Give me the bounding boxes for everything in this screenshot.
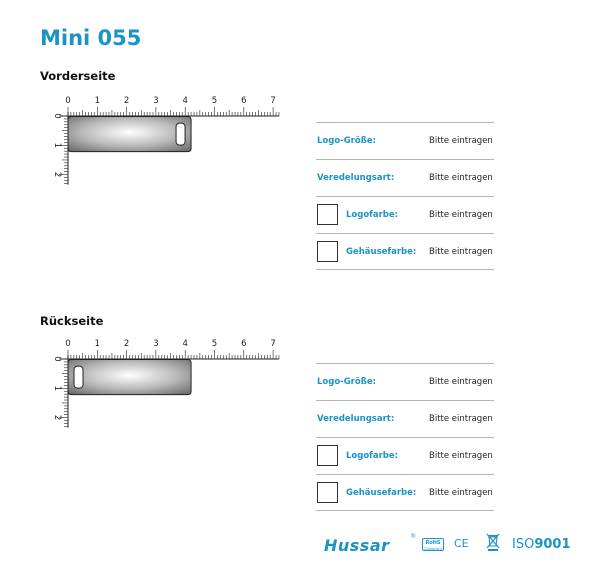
front-x-tick-label: 7 xyxy=(270,96,276,106)
back-row-4 xyxy=(316,474,494,511)
iso-9001-mark xyxy=(512,537,571,552)
back-checkbox-4[interactable] xyxy=(317,482,338,503)
front-row-2 xyxy=(316,159,494,196)
front-row-3 xyxy=(316,196,494,233)
back-ruler-diagram xyxy=(30,333,290,443)
back-field-value[interactable]: Bitte eintragen xyxy=(429,451,493,461)
front-row-4 xyxy=(316,233,494,270)
front-y-tick-label: 0 xyxy=(52,113,62,119)
ce-mark: CE xyxy=(454,537,469,550)
back-row-1 xyxy=(316,363,494,400)
front-x-tick-label: 5 xyxy=(211,96,218,106)
front-tag-hole xyxy=(176,123,185,145)
front-field-value[interactable]: Bitte eintragen xyxy=(429,136,493,146)
front-field-label: Veredelungsart: xyxy=(317,173,395,183)
front-ruler-diagram xyxy=(30,90,290,200)
back-x-tick-label: 3 xyxy=(153,339,159,349)
back-x-tick-label: 6 xyxy=(241,339,247,349)
front-x-tick-label: 3 xyxy=(153,96,159,106)
hussar-logo: Hussar xyxy=(324,536,390,555)
back-field-label: Logofarbe: xyxy=(346,451,399,461)
rohs-badge-title: RoHS xyxy=(425,540,441,546)
back-tag-hole xyxy=(74,366,83,388)
front-spec-table xyxy=(316,122,494,270)
front-field-value[interactable]: Bitte eintragen xyxy=(429,247,493,257)
back-x-tick-label: 7 xyxy=(270,339,276,349)
front-y-tick-label: 2 xyxy=(52,171,62,178)
front-y-tick-label: 1 xyxy=(52,142,62,149)
back-x-tick-label: 5 xyxy=(211,339,218,349)
back-field-value[interactable]: Bitte eintragen xyxy=(429,414,493,424)
iso-number: 9001 xyxy=(534,537,571,552)
rohs-badge xyxy=(422,538,444,551)
back-y-tick-label: 1 xyxy=(52,385,62,392)
back-row-3 xyxy=(316,437,494,474)
back-x-tick-label: 2 xyxy=(123,339,130,349)
iso-prefix: ISO xyxy=(512,537,535,552)
front-section-label: Vorderseite xyxy=(40,69,116,83)
back-field-label: Logo-Größe: xyxy=(317,377,376,387)
front-field-label: Gehäusefarbe: xyxy=(346,247,417,257)
certification-footer xyxy=(320,530,580,560)
back-checkbox-3[interactable] xyxy=(317,445,338,466)
front-field-label: Logofarbe: xyxy=(346,210,399,220)
back-field-label: Veredelungsart: xyxy=(317,414,395,424)
front-field-value[interactable]: Bitte eintragen xyxy=(429,210,493,220)
back-field-value[interactable]: Bitte eintragen xyxy=(429,488,493,498)
back-row-2 xyxy=(316,400,494,437)
rohs-badge-subtitle: Compliant xyxy=(424,547,442,551)
front-field-label: Logo-Größe: xyxy=(317,136,376,146)
back-x-tick-label: 1 xyxy=(94,339,101,349)
front-x-tick-label: 1 xyxy=(94,96,101,106)
page-title: Mini 055 xyxy=(40,26,142,50)
front-field-value[interactable]: Bitte eintragen xyxy=(429,173,493,183)
front-row-1 xyxy=(316,122,494,159)
back-field-value[interactable]: Bitte eintragen xyxy=(429,377,493,387)
back-field-label: Gehäusefarbe: xyxy=(346,488,417,498)
registered-mark: ® xyxy=(411,534,416,540)
back-tag-body xyxy=(68,360,191,395)
back-x-tick-label: 4 xyxy=(182,339,188,349)
front-tag-body xyxy=(68,117,191,152)
back-x-tick-label: 0 xyxy=(65,339,71,349)
back-section-label: Rückseite xyxy=(40,314,104,328)
front-x-tick-label: 0 xyxy=(65,96,71,106)
back-y-tick-label: 2 xyxy=(52,414,62,421)
front-checkbox-3[interactable] xyxy=(317,204,338,225)
front-checkbox-4[interactable] xyxy=(317,241,338,262)
weee-bin-icon xyxy=(486,532,500,552)
front-x-tick-label: 6 xyxy=(241,96,247,106)
front-x-tick-label: 4 xyxy=(182,96,188,106)
back-spec-table xyxy=(316,363,494,511)
back-y-tick-label: 0 xyxy=(52,356,62,362)
front-x-tick-label: 2 xyxy=(123,96,130,106)
